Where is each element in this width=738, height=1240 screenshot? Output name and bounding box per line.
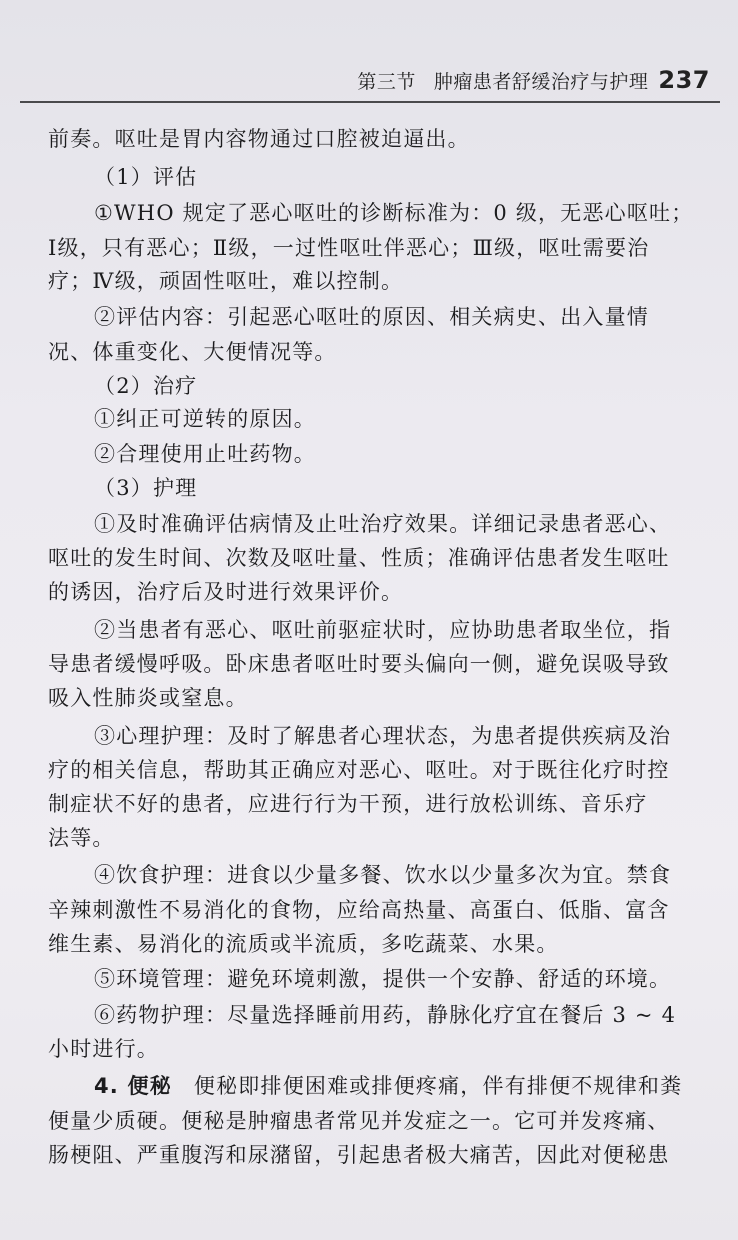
text-line: ②当患者有恶心、呕吐前驱症状时，应协助患者取坐位，指 (94, 618, 672, 642)
text-line: ①及时准确评估病情及止吐治疗效果。详细记录患者恶心、 (94, 512, 672, 536)
section-text: 便秘即排便困难或排便疼痛，伴有排便不规律和粪 (193, 1074, 683, 1098)
text-line: 小时进行。 (48, 1037, 159, 1061)
running-head (357, 66, 710, 94)
text-line: 维生素、易消化的流质或半流质，多吃蔬菜、水果。 (48, 932, 559, 956)
text-line: ②合理使用止吐药物。 (94, 442, 316, 466)
text-line: 便量少质硬。便秘是肿瘤患者常见并发症之一。它可并发疼痛、 (48, 1109, 670, 1133)
text-line: ⑥药物护理：尽量选择睡前用药，静脉化疗宜在餐后 3 ~ 4 (94, 1003, 677, 1027)
header-rule (20, 101, 720, 103)
text-line: （1）评估 (94, 165, 198, 189)
page-number: 237 (658, 66, 710, 94)
text-line: ⑤环境管理：避免环境刺激，提供一个安静、舒适的环境。 (94, 967, 672, 991)
text-line: ④饮食护理：进食以少量多餐、饮水以少量多次为宜。禁食 (94, 863, 672, 887)
text-line: 肠梗阻、严重腹泻和尿潴留，引起患者极大痛苦，因此对便秘患 (48, 1143, 670, 1167)
text-line: 法等。 (48, 826, 115, 850)
text-line (94, 1071, 682, 1101)
text-line: 呕吐的发生时间、次数及呕吐量、性质；准确评估患者发生呕吐 (48, 546, 670, 570)
text-line: 疗；Ⅳ级，顽固性呕吐，难以控制。 (48, 269, 404, 293)
text-line: ③心理护理：及时了解患者心理状态，为患者提供疾病及治 (94, 724, 672, 748)
text-line: 吸入性肺炎或窒息。 (48, 686, 248, 710)
section-heading: 4. 便秘 (94, 1074, 172, 1098)
text-line: ①WHO 规定了恶心呕吐的诊断标准为：0 级，无恶心呕吐； (94, 201, 694, 225)
section-label: 第三节 (357, 71, 416, 93)
text-line: 辛辣刺激性不易消化的食物，应给高热量、高蛋白、低脂、富含 (48, 898, 670, 922)
text-line: 前奏。呕吐是胃内容物通过口腔被迫逼出。 (48, 127, 470, 151)
text-line: 导患者缓慢呼吸。卧床患者呕吐时要头偏向一侧，避免误吸导致 (48, 652, 670, 676)
text-line: 疗的相关信息，帮助其正确应对恶心、呕吐。对于既往化疗时控 (48, 758, 670, 782)
text-line: （2）治疗 (94, 374, 198, 398)
text-line: Ⅰ级，只有恶心；Ⅱ级，一过性呕吐伴恶心；Ⅲ级，呕吐需要治 (48, 236, 650, 260)
text-line: ①纠正可逆转的原因。 (94, 407, 316, 431)
chapter-title: 肿瘤患者舒缓治疗与护理 (433, 71, 649, 93)
text-line: 况、体重变化、大便情况等。 (48, 340, 337, 364)
text-line: 制症状不好的患者，应进行行为干预，进行放松训练、音乐疗 (48, 792, 648, 816)
text-line: （3）护理 (94, 476, 198, 500)
text-line: ②评估内容：引起恶心呕吐的原因、相关病史、出入量情 (94, 305, 649, 329)
text-line: 的诱因，治疗后及时进行效果评价。 (48, 580, 404, 604)
